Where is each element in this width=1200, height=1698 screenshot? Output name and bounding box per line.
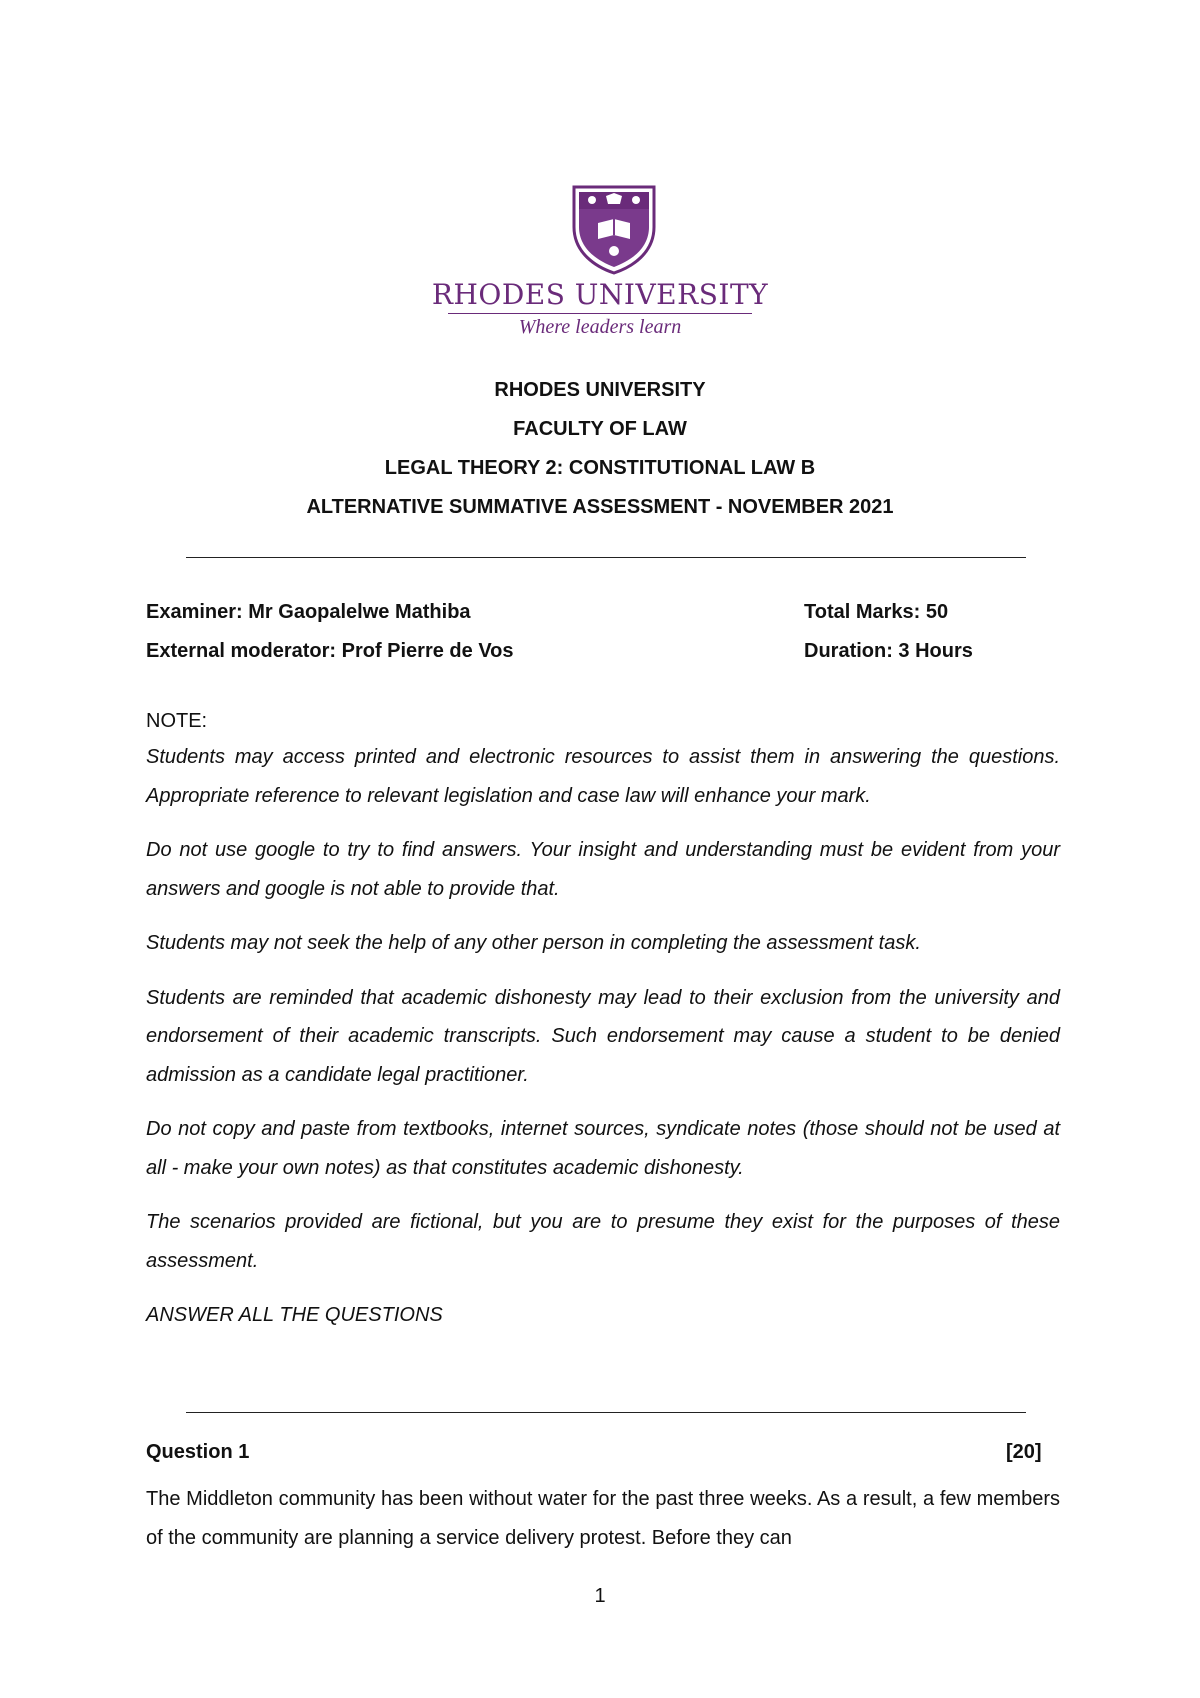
question-1-header: [146, 1437, 1046, 1467]
logo-name: RHODES UNIVERSITY: [431, 278, 769, 311]
university-wordmark: [430, 279, 770, 338]
moderator-row: [146, 636, 1046, 666]
page-number: 1: [594, 1585, 606, 1607]
note-item: The scenarios provided are fictional, but you are to presume they exist for the purposes of these assessment.: [146, 1211, 1060, 1272]
logo-tagline: Where leaders learn: [518, 316, 682, 338]
notes-list: [146, 738, 1060, 1351]
note-item: Students are reminded that academic dishonesty may lead to their exclusion from the university and endorsement of their academic transcripts. Such endorsement may cause a student to be denied admission as a candidate legal practitioner.: [146, 986, 1060, 1086]
duration-text: Duration: 3 Hours: [804, 640, 973, 662]
faculty-heading: FACULTY OF LAW: [513, 418, 687, 440]
examiner-row: [146, 597, 1046, 627]
note-item: Do not copy and paste from textbooks, internet sources, syndicate notes (those should not be used at all - make your own notes) as that constitutes academic dishonesty.: [146, 1118, 1060, 1179]
university-logo: [430, 183, 770, 343]
course-heading: LEGAL THEORY 2: CONSTITUTIONAL LAW B: [384, 457, 816, 479]
examiner-text: Examiner: Mr Gaopalelwe Mathiba: [146, 601, 471, 623]
moderator-text: External moderator: Prof Pierre de Vos: [146, 640, 514, 662]
question-1-marks: [20]: [1006, 1441, 1042, 1463]
university-crest-icon: [570, 183, 658, 275]
divider-top: [186, 557, 1026, 558]
note-item: Students may access printed and electronic resources to assist them in answering the questions. Appropriate reference to relevant legislation and case law will enhance your mark.: [146, 746, 1060, 807]
note-item: Students may not seek the help of any other person in completing the assessment task.: [146, 932, 921, 954]
divider-bottom: [186, 1412, 1026, 1413]
logo-rule: [448, 313, 752, 314]
note-label: NOTE:: [146, 710, 208, 732]
note-item: Do not use google to try to find answers. Your insight and understanding must be evident from your answers and google is not able to provide that.: [146, 839, 1060, 900]
university-heading: RHODES UNIVERSITY: [494, 379, 706, 401]
total-marks-text: Total Marks: 50: [804, 601, 949, 623]
note-item: ANSWER ALL THE QUESTIONS: [146, 1304, 443, 1326]
question-1-body: [146, 1480, 1060, 1557]
exam-title-block: [0, 375, 1200, 531]
question-1-text: The Middleton community has been without water for the past three weeks. As a result, a few members of the community are planning a service delivery protest. Before they can: [146, 1488, 1060, 1549]
assessment-heading: ALTERNATIVE SUMMATIVE ASSESSMENT - NOVEMBER 2021: [306, 496, 894, 518]
question-1-title: Question 1: [146, 1441, 250, 1463]
